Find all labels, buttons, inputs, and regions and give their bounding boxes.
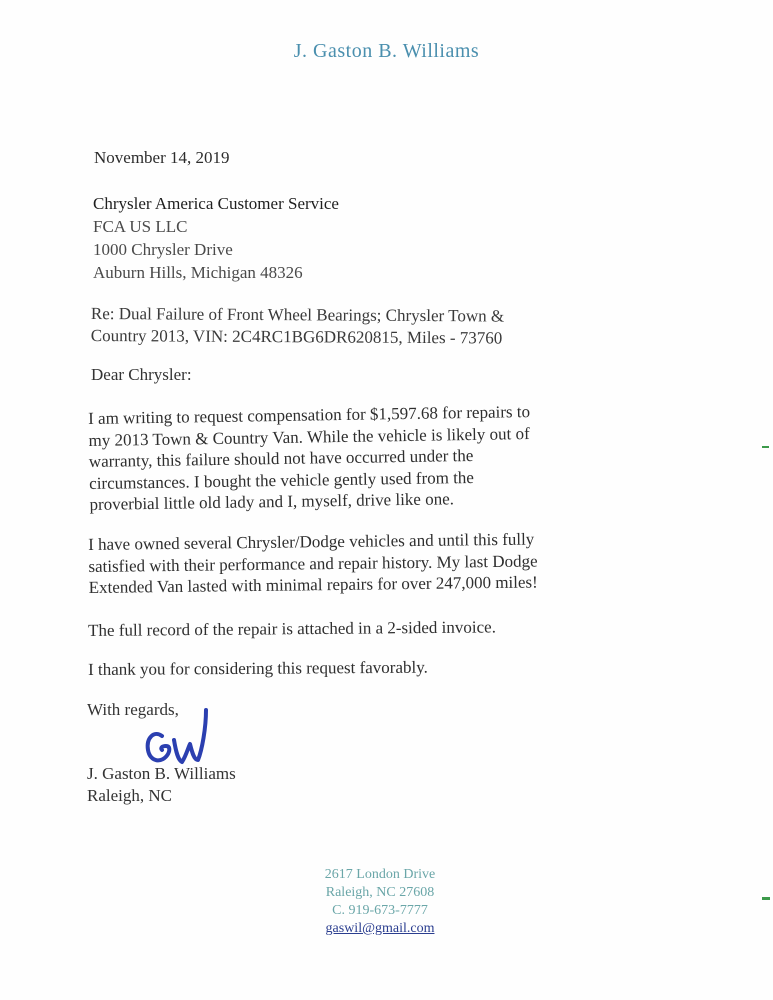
subject-line — [91, 303, 504, 350]
signer-name: J. Gaston B. Williams — [87, 764, 236, 783]
letter-date: November 14, 2019 — [94, 148, 230, 167]
paragraph-line: I am writing to request compensation for $1,597.68 for repairs to — [88, 402, 531, 428]
paragraph-line: satisfied with their performance and repair history. My last Dodge — [88, 551, 538, 576]
paragraph-line: my 2013 Town & Country Van. While the vehicle is likely out of — [88, 423, 530, 450]
body-paragraph-1 — [88, 401, 532, 515]
margin-mark — [762, 897, 770, 900]
footer-city: Raleigh, NC 27608 — [325, 885, 435, 900]
body-paragraph-4: I thank you for considering this request favorably. — [88, 657, 428, 679]
recipient-line: Auburn Hills, Michigan 48326 — [93, 263, 303, 282]
footer-contact — [230, 866, 530, 938]
margin-mark — [762, 446, 769, 448]
paragraph-line: warranty, this failure should not have occurred under the — [88, 445, 474, 471]
footer-street: 2617 London Drive — [324, 867, 436, 882]
closing: With regards, — [87, 700, 179, 719]
paragraph-line: circumstances. I bought the vehicle gently used from the — [89, 467, 475, 493]
salutation: Dear Chrysler: — [91, 365, 192, 384]
body-paragraph-2 — [88, 529, 538, 599]
letterhead-name: J. Gaston B. Williams — [293, 40, 480, 62]
recipient-line: 1000 Chrysler Drive — [93, 240, 233, 259]
subject-text: Re: Dual Failure of Front Wheel Bearings; Chrysler Town & — [90, 303, 505, 326]
footer-email-link[interactable]: gaswil@gmail.com — [325, 921, 435, 936]
signer-block — [87, 763, 236, 807]
recipient-line: Chrysler America Customer Service — [93, 194, 339, 213]
paragraph-line: I have owned several Chrysler/Dodge vehicles and until this fully — [88, 529, 535, 554]
paragraph-line: Extended Van lasted with minimal repairs for over 247,000 miles! — [88, 572, 538, 597]
recipient-line: FCA US LLC — [93, 217, 188, 236]
paragraph-line: proverbial little old lady and I, myself, drive like one. — [89, 489, 455, 514]
body-paragraph-3: The full record of the repair is attached in a 2-sided invoice. — [88, 617, 497, 640]
footer-phone: C. 919-673-7777 — [332, 903, 428, 918]
subject-text: Country 2013, VIN: 2C4RC1BG6DR620815, Miles - 73760 — [90, 325, 503, 348]
recipient-address — [93, 192, 339, 284]
signer-location: Raleigh, NC — [87, 786, 172, 805]
